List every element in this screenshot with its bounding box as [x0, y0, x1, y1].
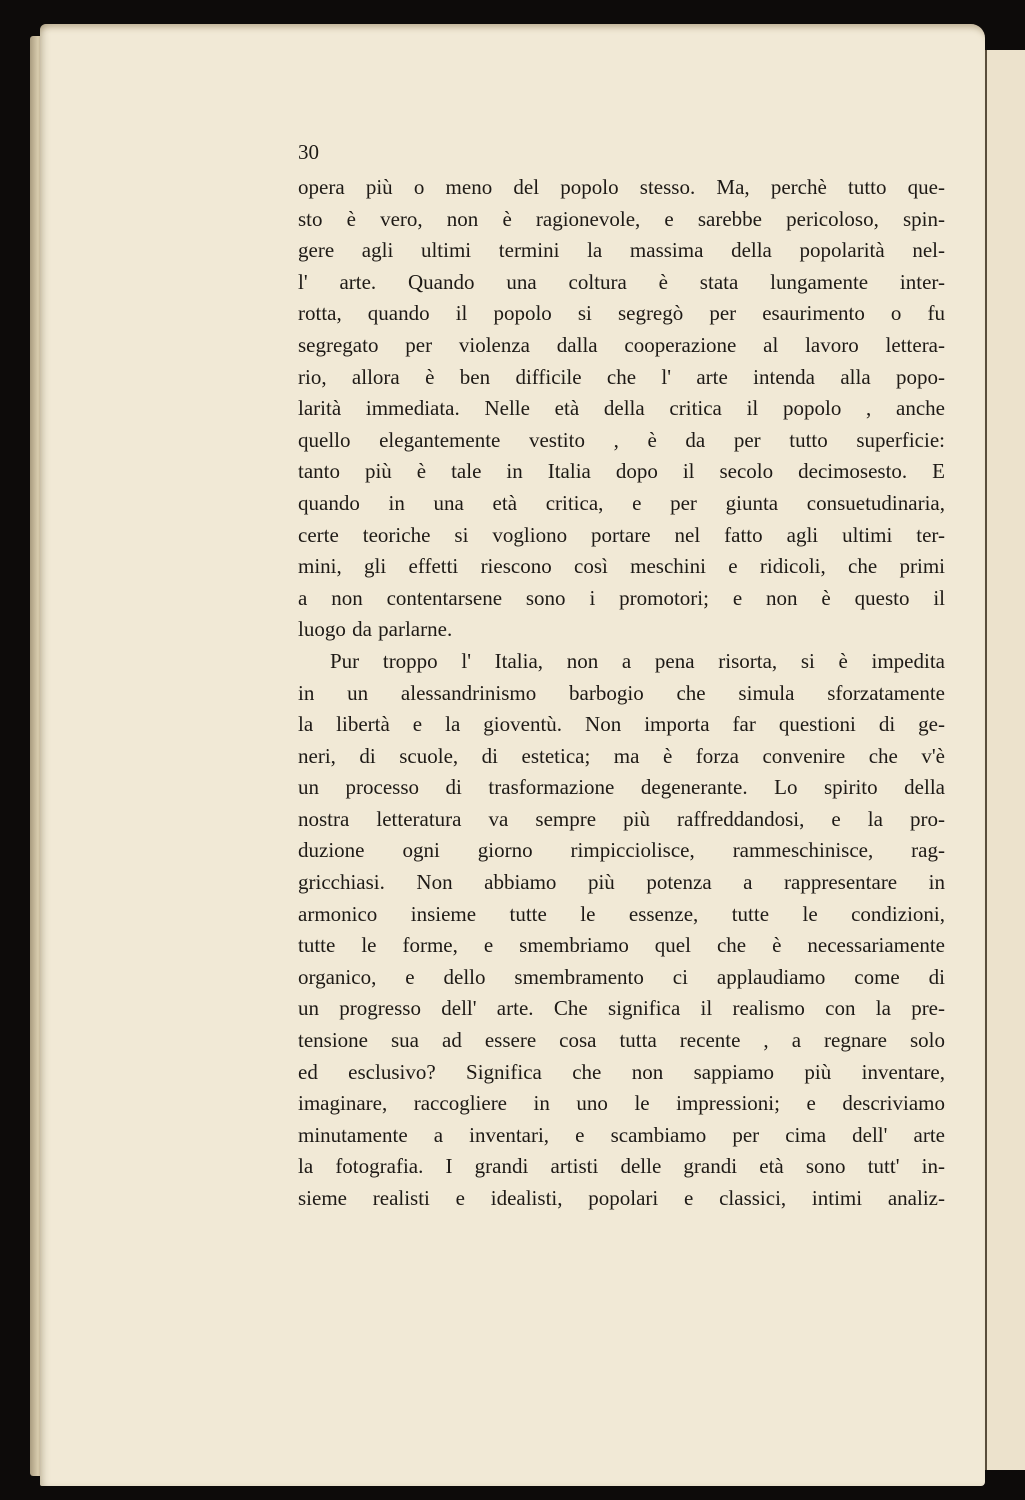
text-line: larità immediata. Nelle età della critica il popolo , anche — [298, 396, 945, 421]
text-line: rio, allora è ben difficile che l' arte intenda alla popo- — [298, 364, 945, 389]
text-line: quello elegantemente vestito , è da per tutto superficie: — [298, 427, 945, 452]
text-line: tanto più è tale in Italia dopo il secolo decimosesto. E — [298, 459, 945, 484]
text-line: nostra letteratura va sempre più raffreddandosi, e la pro- — [298, 806, 945, 831]
text-line: sto è vero, non è ragionevole, e sarebbe pericoloso, spin- — [298, 206, 945, 231]
text-line: gricchiasi. Non abbiamo più potenza a rappresentare in — [298, 870, 945, 895]
text-line: la fotografia. I grandi artisti delle grandi età sono tutt' in- — [298, 1154, 945, 1179]
page-number: 30 — [298, 140, 319, 164]
text-line: sieme realisti e idealisti, popolari e classici, intimi analiz- — [298, 1186, 945, 1210]
facing-page-edge — [985, 50, 1025, 1470]
text-line: tensione sua ad essere cosa tutta recente , a regnare solo — [298, 1028, 945, 1053]
text-line: imaginare, raccogliere in uno le impressioni; e descriviamo — [298, 1091, 945, 1116]
text-line: quando in una età critica, e per giunta consuetudinaria, — [298, 490, 945, 515]
text-line: a non contentarsene sono i promotori; e non è questo il — [298, 585, 945, 610]
text-line: in un alessandrinismo barbogio che simula sforzatamente — [298, 680, 945, 705]
text-line: minutamente a inventari, e scambiamo per cima dell' arte — [298, 1122, 945, 1147]
text-line: luogo da parlarne. — [298, 617, 453, 642]
text-line: la libertà e la gioventù. Non importa far questioni di ge- — [298, 712, 945, 737]
text-line: tutte le forme, e smembriamo quel che è necessariamente — [298, 933, 945, 958]
text-line: Pur troppo l' Italia, non a pena risorta, si è impedita — [330, 648, 945, 673]
text-line: opera più o meno del popolo stesso. Ma, perchè tutto que- — [298, 175, 945, 199]
text-line: duzione ogni giorno rimpicciolisce, rammeschinisce, rag- — [298, 838, 945, 863]
text-line: neri, di scuole, di estetica; ma è forza convenire che v'è — [298, 743, 945, 768]
text-line: rotta, quando il popolo si segregò per esaurimento o fu — [298, 301, 945, 326]
text-line: un processo di trasformazione degenerante. Lo spirito della — [298, 775, 945, 800]
body-text — [298, 172, 945, 1215]
text-line: organico, e dello smembramento ci applaudiamo come di — [298, 964, 945, 989]
text-line: l' arte. Quando una coltura è stata lungamente inter- — [298, 269, 945, 294]
text-line: armonico insieme tutte le essenze, tutte le condizioni, — [298, 901, 945, 926]
text-line: ed esclusivo? Significa che non sappiamo più inventare, — [298, 1059, 945, 1084]
text-line: mini, gli effetti riescono così meschini e ridicoli, che primi — [298, 554, 945, 579]
text-line: un progresso dell' arte. Che significa il realismo con la pre- — [298, 996, 945, 1021]
text-line: gere agli ultimi termini la massima della popolarità nel- — [298, 238, 945, 263]
text-line: segregato per violenza dalla cooperazione al lavoro lettera- — [298, 332, 945, 357]
text-line: certe teoriche si vogliono portare nel fatto agli ultimi ter- — [298, 522, 945, 547]
